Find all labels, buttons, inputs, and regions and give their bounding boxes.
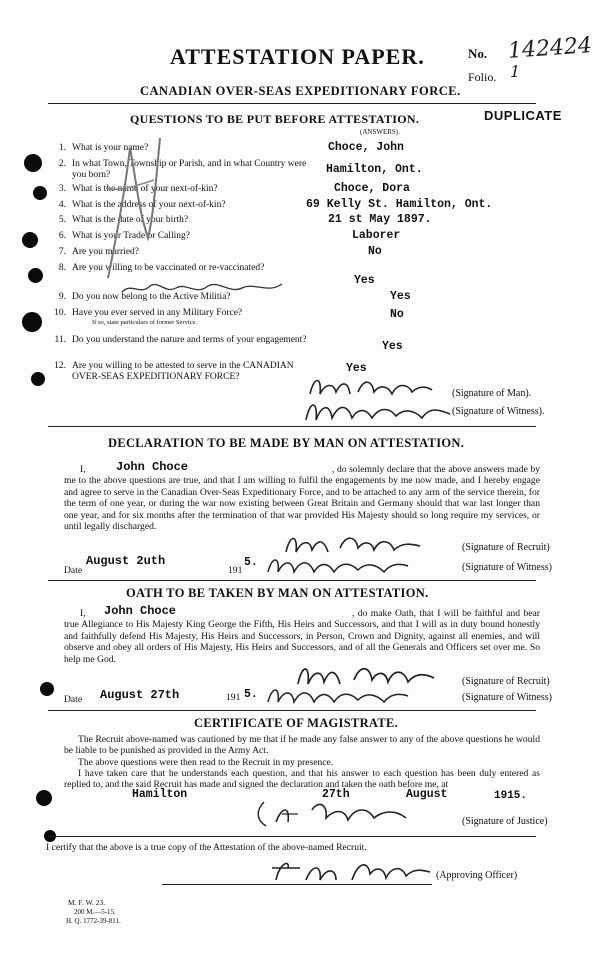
divider (48, 580, 536, 581)
divider (48, 426, 536, 427)
divider (48, 836, 536, 837)
question-text-content: What is the address of your next-of-kin? (72, 200, 226, 210)
question-text (72, 231, 308, 242)
question-text-content: Do you understand the nature and terms of your engagement? (72, 335, 307, 345)
question-number: 3. (58, 184, 66, 194)
binder-hole (33, 186, 47, 200)
declaration-name: John Choce (116, 460, 189, 474)
question-answer: Choce, John (328, 141, 404, 154)
justice-sig-label: (Signature of Justice) (462, 816, 548, 827)
question-text (72, 247, 308, 258)
binder-hole (28, 268, 43, 283)
declaration-signature-witness (262, 552, 412, 578)
question-text-content: What is the name of your next-of-kin? (72, 184, 218, 194)
signature-witness-label: (Signature of Witness). (452, 406, 545, 417)
question-text-content: Do you now belong to the Active Militia? (72, 292, 231, 302)
question-number: 7. (58, 247, 66, 257)
question-answer: Laborer (352, 229, 401, 242)
question-text (72, 335, 308, 346)
oath-year-prefix: 191 (226, 692, 241, 703)
approving-officer-signature (266, 856, 436, 886)
oath-body (64, 608, 540, 665)
folio-label: Folio. (468, 70, 497, 84)
question-text (72, 308, 308, 327)
question-number: 1. (58, 143, 66, 153)
certificate-place: Hamilton (132, 788, 188, 801)
declaration-body (64, 464, 540, 532)
divider (48, 103, 536, 104)
question-text (72, 143, 308, 154)
declaration-signature-recruit (278, 530, 428, 558)
question-answer: No (368, 245, 382, 258)
question-answer: No (390, 308, 404, 321)
approving-officer-label: (Approving Officer) (436, 870, 518, 881)
oath-sig-witness-label: (Signature of Witness) (462, 692, 552, 703)
certificate-body-3-text: I have taken care that he understands each question, and that his answer to each question has been duly entered as replied to, and the said Recruit has made and signed the declaration and taken the oath before me, at (64, 768, 540, 791)
number-value: 142424 (507, 33, 593, 64)
document-title: ATTESTATION PAPER. (170, 44, 425, 69)
oath-i: I, (80, 608, 86, 619)
divider (162, 884, 432, 885)
divider (48, 710, 536, 711)
binder-hole (36, 790, 52, 806)
question-number: 8. (58, 263, 66, 273)
question-note: If so, state particulars of former Service. (92, 319, 198, 326)
declaration-date-label: Date (64, 565, 83, 576)
binder-hole (22, 312, 42, 332)
binder-hole (40, 682, 54, 696)
document-subtitle: CANADIAN OVER-SEAS EXPEDITIONARY FORCE. (140, 84, 461, 98)
declaration-year-suffix: 5. (244, 556, 258, 569)
question-answer: 21 st May 1897. (328, 213, 432, 226)
declaration-body-text: , do solemnly declare that the above answers made by me to the above questions are true, and that I am willing to fulfil the engagements by me now made, and I hereby engage and agree to serve in the Canadian Over-Seas Expeditionary Force, and to be attached to any arm of the service therein, for the term of one year, or during the war now existing between Great Britain and Germany should that war last longer than one year, and for six months after the termination of that war provided His Majesty should so long require my services, or until legally discharged. (64, 464, 540, 533)
question-text-content: Are you willing to be attested to serve in the CANADIAN OVER-SEAS EXPEDITIONARY FORCE? (72, 361, 294, 382)
certificate-day: 27th (322, 788, 350, 801)
signature-witness (300, 396, 460, 426)
oath-year-suffix: 5. (244, 688, 258, 701)
declaration-heading: DECLARATION TO BE MADE BY MAN ON ATTESTATION. (108, 436, 465, 450)
question-answer: 69 Kelly St. Hamilton, Ont. (306, 198, 493, 211)
question-number: 4. (58, 200, 66, 210)
question-text-content: In what Town, Township or Parish, and in what Country were you born? (72, 159, 307, 180)
form-number: M. F. W. 23. (68, 898, 106, 907)
print-info-1: 200 M.—5-15. (74, 908, 116, 916)
question-answer: Choce, Dora (334, 182, 410, 195)
oath-sig-recruit-label: (Signature of Recruit) (462, 676, 550, 687)
question-number: 11. (54, 335, 66, 345)
certificate-body-1 (64, 734, 540, 757)
number-label: No. (468, 46, 488, 61)
certificate-month: August (406, 788, 448, 801)
question-answer: Yes (390, 290, 411, 303)
question-text-content: Have you ever served in any Military Force? (72, 308, 243, 318)
question-answer: Yes (382, 340, 403, 353)
justice-signature (252, 796, 452, 830)
question-text (72, 184, 308, 195)
question-text-content: What is the date of your birth? (72, 215, 189, 225)
questions-heading: QUESTIONS TO BE PUT BEFORE ATTESTATION. (130, 112, 420, 126)
question-text (72, 292, 308, 303)
declaration-sig-witness-label: (Signature of Witness) (462, 562, 552, 573)
answers-label: (ANSWERS). (360, 128, 400, 136)
oath-signature-witness (262, 682, 412, 708)
question-number: 2. (58, 159, 66, 169)
question-answer: Yes (346, 362, 367, 375)
certificate-body-2-text: The above questions were then read to the Recruit in my presence. (78, 757, 334, 768)
print-info-2: H. Q. 1772-39-811. (66, 917, 121, 925)
duplicate-stamp: DUPLICATE (484, 108, 562, 123)
certificate-heading: CERTIFICATE OF MAGISTRATE. (194, 716, 399, 730)
true-copy-text: I certify that the above is a true copy of the Attestation of the above-named Recruit. (46, 842, 367, 853)
binder-hole (31, 372, 45, 386)
question-text (72, 215, 308, 226)
declaration-i: I, (80, 464, 86, 475)
question-text-content: Are you married? (72, 247, 139, 257)
question-number: 10. (54, 308, 66, 318)
signature-man-label: (Signature of Man). (452, 388, 532, 399)
binder-hole (24, 154, 42, 172)
question-text (72, 361, 308, 383)
question-number: 5. (58, 215, 66, 225)
certificate-body-1-text: The Recruit above-named was cautioned by me that if he made any false answer to any of the above questions he would be liable to be punished as provided in the Army Act. (64, 734, 540, 757)
signature-man (300, 372, 440, 402)
question-number: 12. (54, 361, 66, 371)
question-text (72, 159, 308, 181)
question-text (72, 200, 308, 211)
question-number: 6. (58, 231, 66, 241)
question-text-content: Are you willing to be vaccinated or re-vaccinated? (72, 263, 265, 273)
certificate-year: 1915. (494, 790, 528, 802)
oath-name: John Choce (104, 604, 177, 618)
oath-date-value: August 27th (100, 688, 180, 702)
question-text (72, 263, 308, 274)
declaration-date-value: August 2uth (86, 554, 166, 568)
declaration-year-prefix: 191 (228, 565, 243, 576)
question-answer: Hamilton, Ont. (326, 163, 423, 176)
question-answer: Yes (354, 274, 375, 287)
certificate-body-2 (64, 757, 540, 768)
declaration-sig-recruit-label: (Signature of Recruit) (462, 542, 550, 553)
question-text-content: What is your name? (72, 143, 149, 153)
question-text-content: What is your Trade or Calling? (72, 231, 190, 241)
folio-value: 1 (510, 62, 521, 81)
oath-body-text: , do make Oath, that I will be faithful and bear true Allegiance to His Majesty King George the Fifth, His Heirs and Successors, and that I will as in duty bound honestly and faithfully defend His Majesty, His Heirs and Successors, in Person, Crown and Dignity, against all enemies, and will observe and obey all orders of His Majesty, His Heirs and Successors, and of all the Generals and Officers set over me. So help me God. (64, 608, 540, 665)
binder-hole (22, 232, 38, 248)
oath-heading: OATH TO BE TAKEN BY MAN ON ATTESTATION. (126, 586, 429, 600)
question-number: 9. (58, 292, 66, 302)
oath-date-label: Date (64, 694, 83, 705)
